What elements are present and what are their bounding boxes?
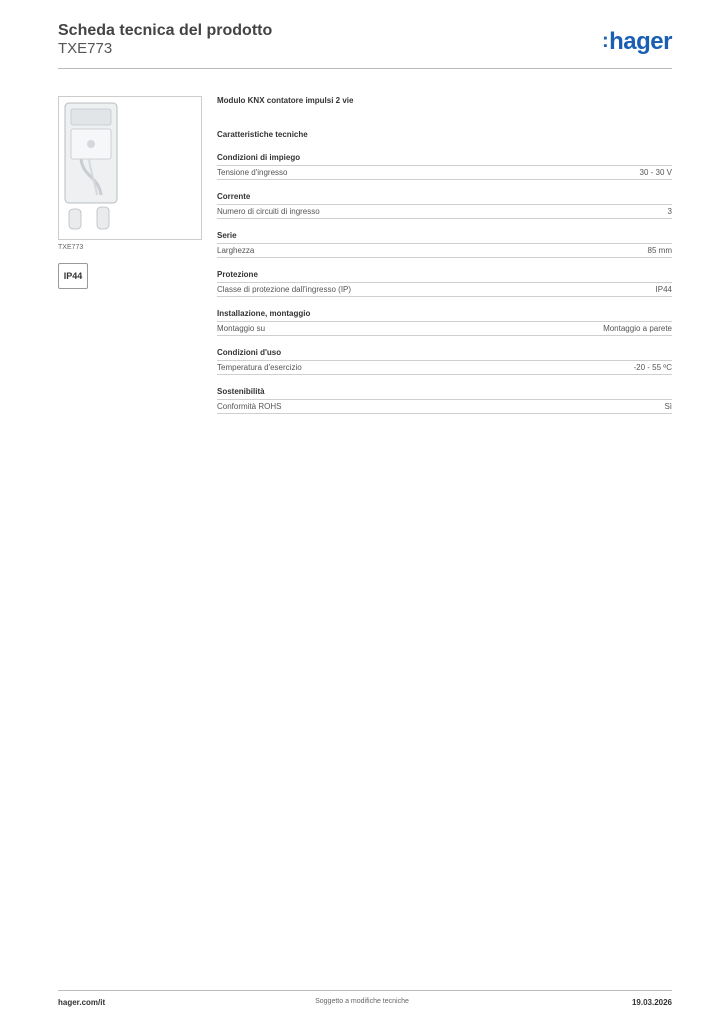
page-header <box>58 22 272 58</box>
spec-value: Sì <box>664 402 672 411</box>
spec-label: Montaggio su <box>217 324 266 333</box>
spec-row <box>217 361 672 375</box>
spec-label: Conformità ROHS <box>217 402 282 411</box>
spec-group <box>217 270 672 297</box>
product-name: Modulo KNX contatore impulsi 2 vie <box>217 96 354 105</box>
hager-logo[interactable] <box>602 28 672 56</box>
logo-text: hager <box>609 28 672 55</box>
spec-row <box>217 322 672 336</box>
spec-group-title: Protezione <box>217 270 672 283</box>
specs-heading: Caratteristiche tecniche <box>217 130 308 139</box>
spec-label: Classe di protezione dall'ingresso (IP) <box>217 285 352 294</box>
spec-label: Temperatura d'esercizio <box>217 363 302 372</box>
footer-disclaimer: Soggetto a modifiche tecniche <box>315 998 409 1005</box>
spec-value: Montaggio a parete <box>603 324 672 333</box>
footer-website-link[interactable]: hager.com/it <box>58 998 106 1007</box>
spec-group <box>217 153 672 180</box>
spec-group-title: Sostenibilità <box>217 387 672 400</box>
footer-divider <box>58 990 672 991</box>
spec-group-title: Condizioni d'uso <box>217 348 672 361</box>
spec-group <box>217 192 672 219</box>
product-image-drawing <box>59 97 201 239</box>
spec-value: 3 <box>667 207 672 216</box>
spec-group-title: Serie <box>217 231 672 244</box>
spec-group <box>217 309 672 336</box>
page-title: Scheda tecnica del prodotto <box>58 22 273 39</box>
spec-group <box>217 348 672 375</box>
specs-section <box>217 96 672 426</box>
spec-group <box>217 387 672 414</box>
spec-value: IP44 <box>655 285 672 294</box>
product-code: TXE773 <box>58 40 113 57</box>
logo-colon-icon: : <box>601 30 609 52</box>
spec-row <box>217 166 672 180</box>
spec-label: Tensione d'ingresso <box>217 168 288 177</box>
spec-group-title: Installazione, montaggio <box>217 309 672 322</box>
spec-row <box>217 283 672 297</box>
image-caption: TXE773 <box>58 244 84 251</box>
spec-value: -20 - 55 ºC <box>633 363 672 372</box>
header-divider <box>58 68 672 69</box>
footer-date: 19.03.2026 <box>631 998 672 1007</box>
spec-value: 85 mm <box>647 246 672 255</box>
spec-row <box>217 244 672 258</box>
spec-value: 30 - 30 V <box>639 168 672 177</box>
spec-group <box>217 231 672 258</box>
spec-row <box>217 400 672 414</box>
ip-rating-badge: IP44 <box>58 263 88 289</box>
spec-group-title: Condizioni di impiego <box>217 153 672 166</box>
product-image <box>58 96 202 240</box>
spec-group-title: Corrente <box>217 192 672 205</box>
spec-label: Numero di circuiti di ingresso <box>217 207 320 216</box>
spec-label: Larghezza <box>217 246 255 255</box>
spec-row <box>217 205 672 219</box>
